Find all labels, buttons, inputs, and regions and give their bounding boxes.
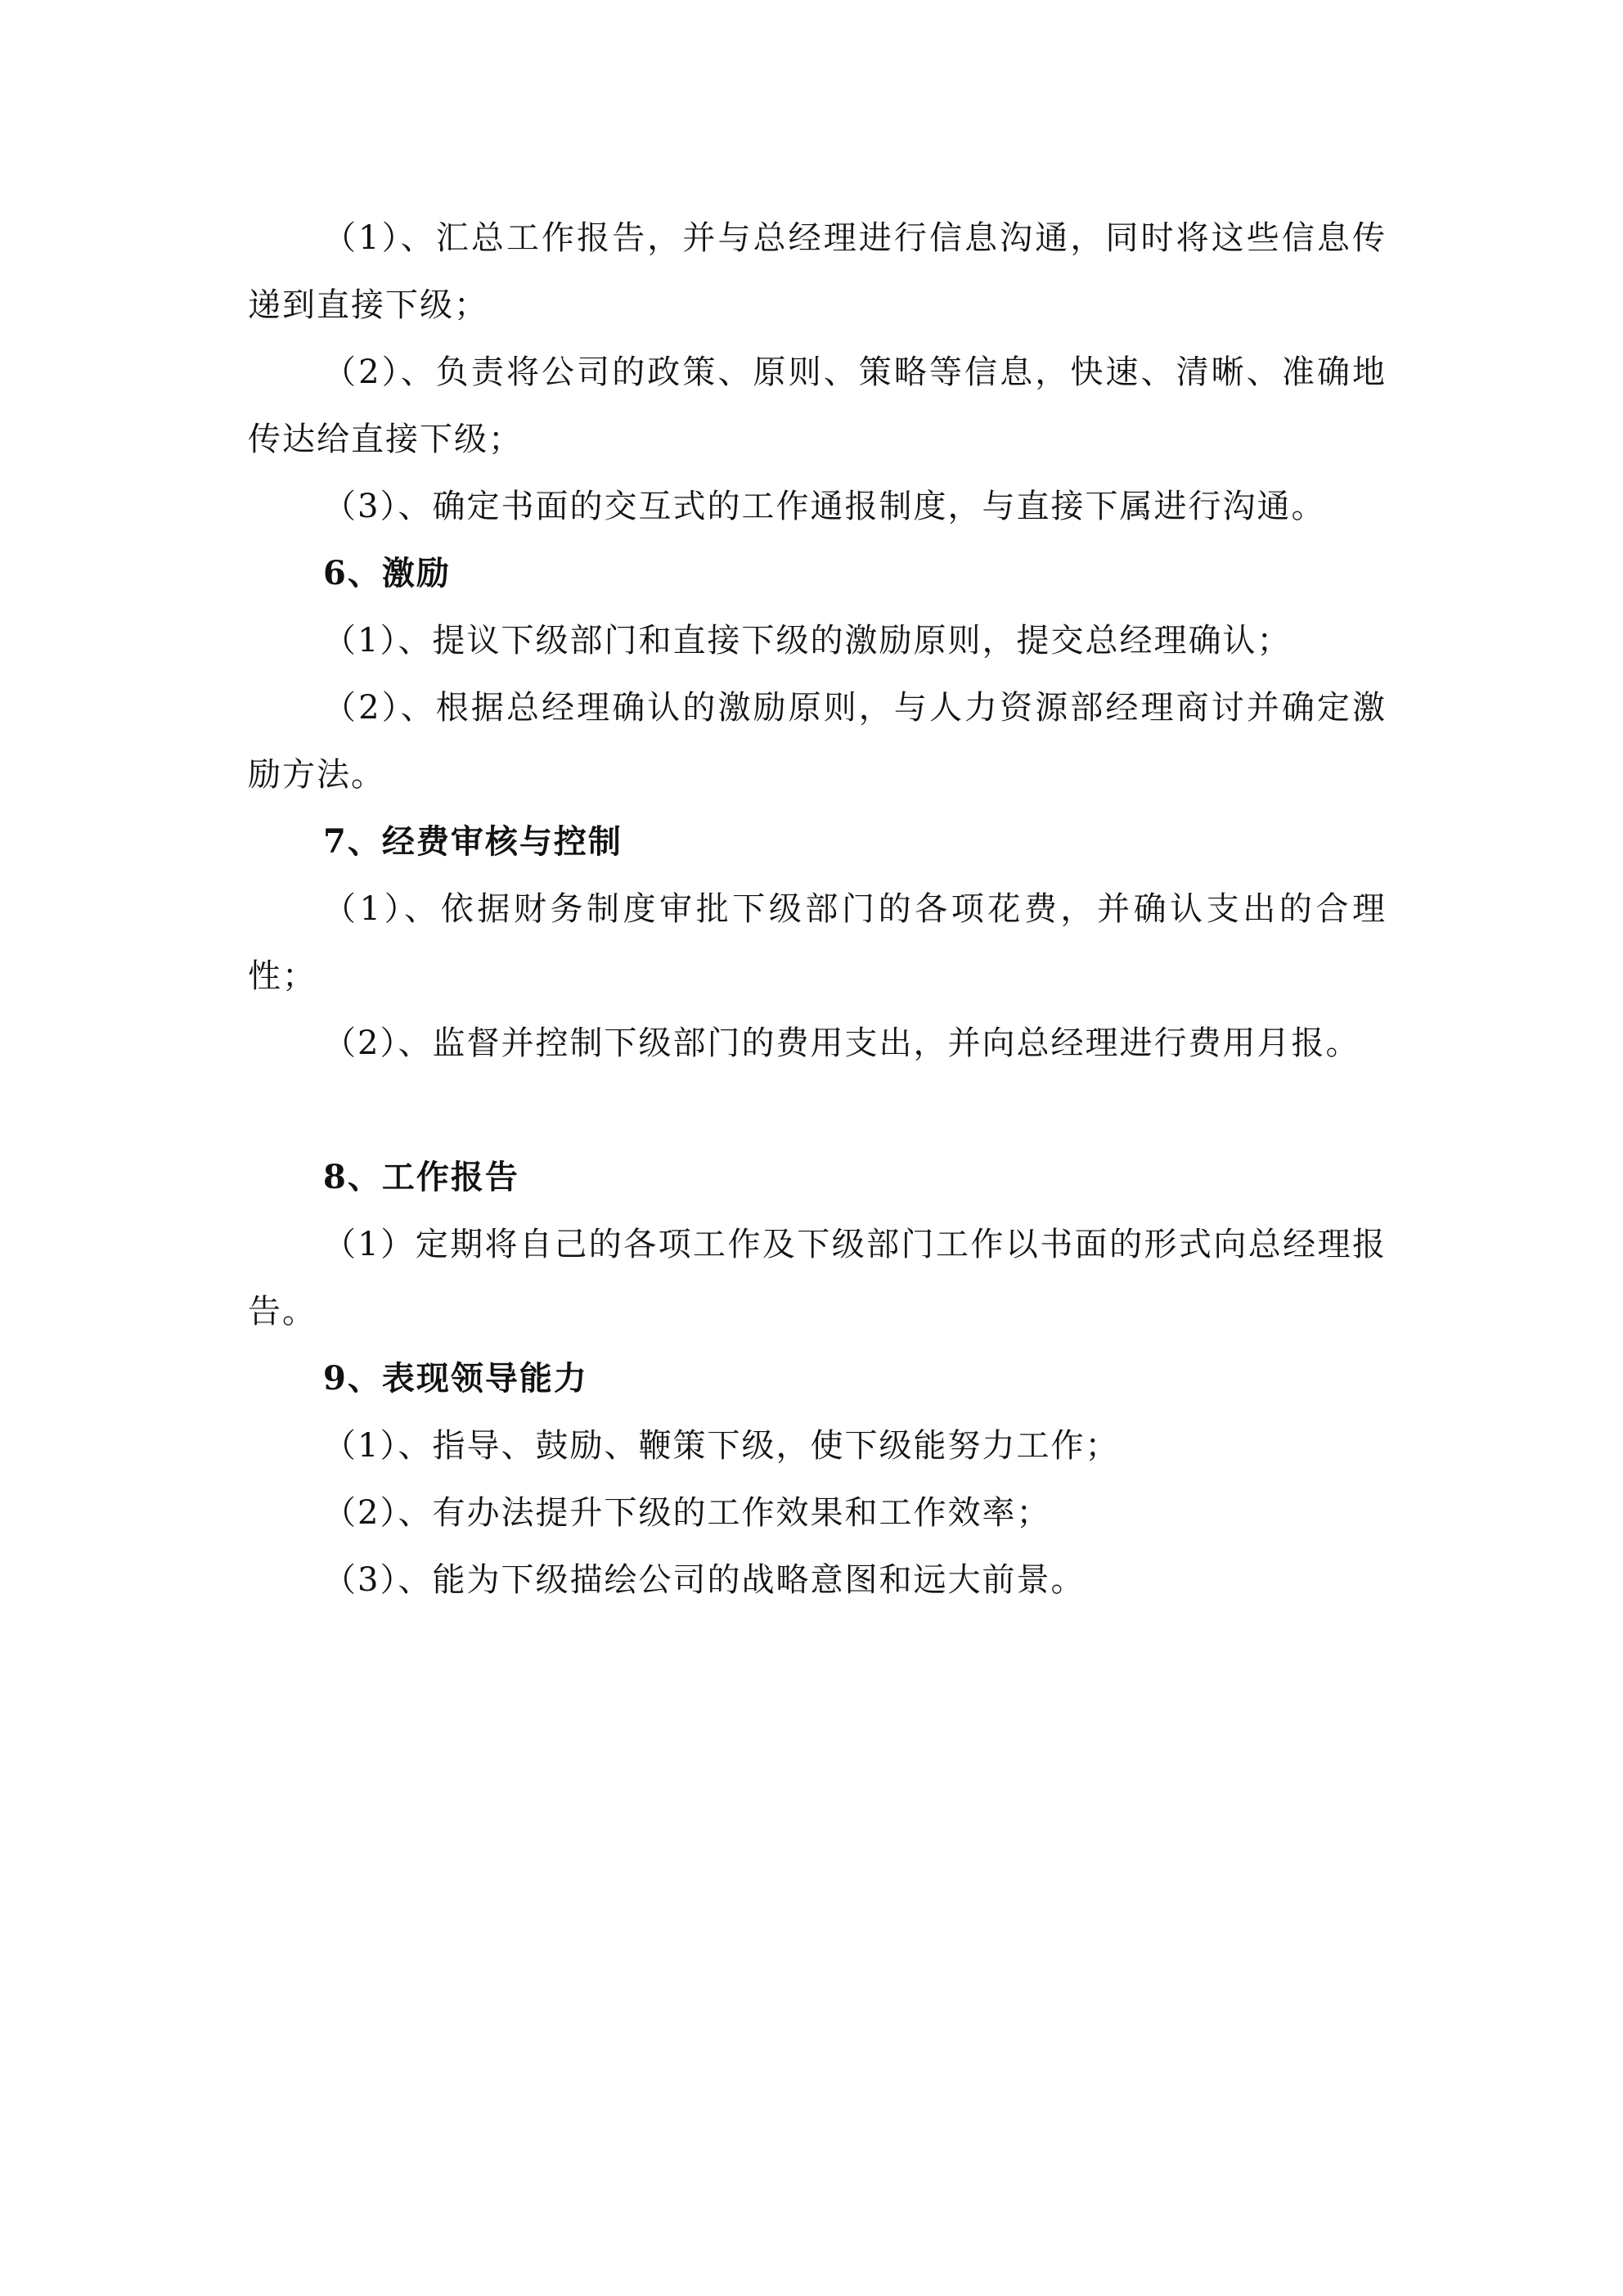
paragraph-leadership-3: （3）、能为下级描绘公司的战略意图和远大前景。 [323,1561,1086,1599]
paragraph-communication-3: （3）、确定书面的交互式的工作通报制度，与直接下属进行沟通。 [323,488,1326,525]
paragraph-expense-control-2: （2）、监督并控制下级部门的费用支出，并向总经理进行费用月报。 [323,1024,1360,1062]
paragraph-work-report-1: （1）定期将自己的各项工作及下级部门工作以书面的形式向总经理报告。 [248,1226,1387,1330]
paragraph-incentive-2: （2）、根据总经理确认的激励原则，与人力资源部经理商讨并确定激励方法。 [248,689,1387,794]
section-heading-leadership: 9、表现领导能力 [323,1359,588,1398]
section-heading-incentive: 6、激励 [323,554,451,592]
section-heading-expense-control: 7、经费审核与控制 [323,822,623,861]
paragraph-gap [248,1077,1387,1144]
paragraph-incentive-1: （1）、提议下级部门和直接下级的激励原则，提交总经理确认； [323,622,1292,660]
paragraph-leadership-1: （1）、指导、鼓励、鞭策下级，使下级能努力工作； [323,1427,1120,1465]
section-heading-work-report: 8、工作报告 [323,1158,519,1196]
document-body [248,205,1387,1614]
paragraph-leadership-2: （2）、有办法提升下级的工作效果和工作效率； [323,1494,1051,1532]
paragraph-expense-control-1: （1）、依据财务制度审批下级部门的各项花费，并确认支出的合理性； [248,890,1387,995]
paragraph-communication-2: （2）、负责将公司的政策、原则、策略等信息，快速、清晰、准确地传达给直接下级； [248,353,1387,458]
paragraph-communication-1: （1）、汇总工作报告，并与总经理进行信息沟通，同时将这些信息传递到直接下级； [248,219,1387,324]
